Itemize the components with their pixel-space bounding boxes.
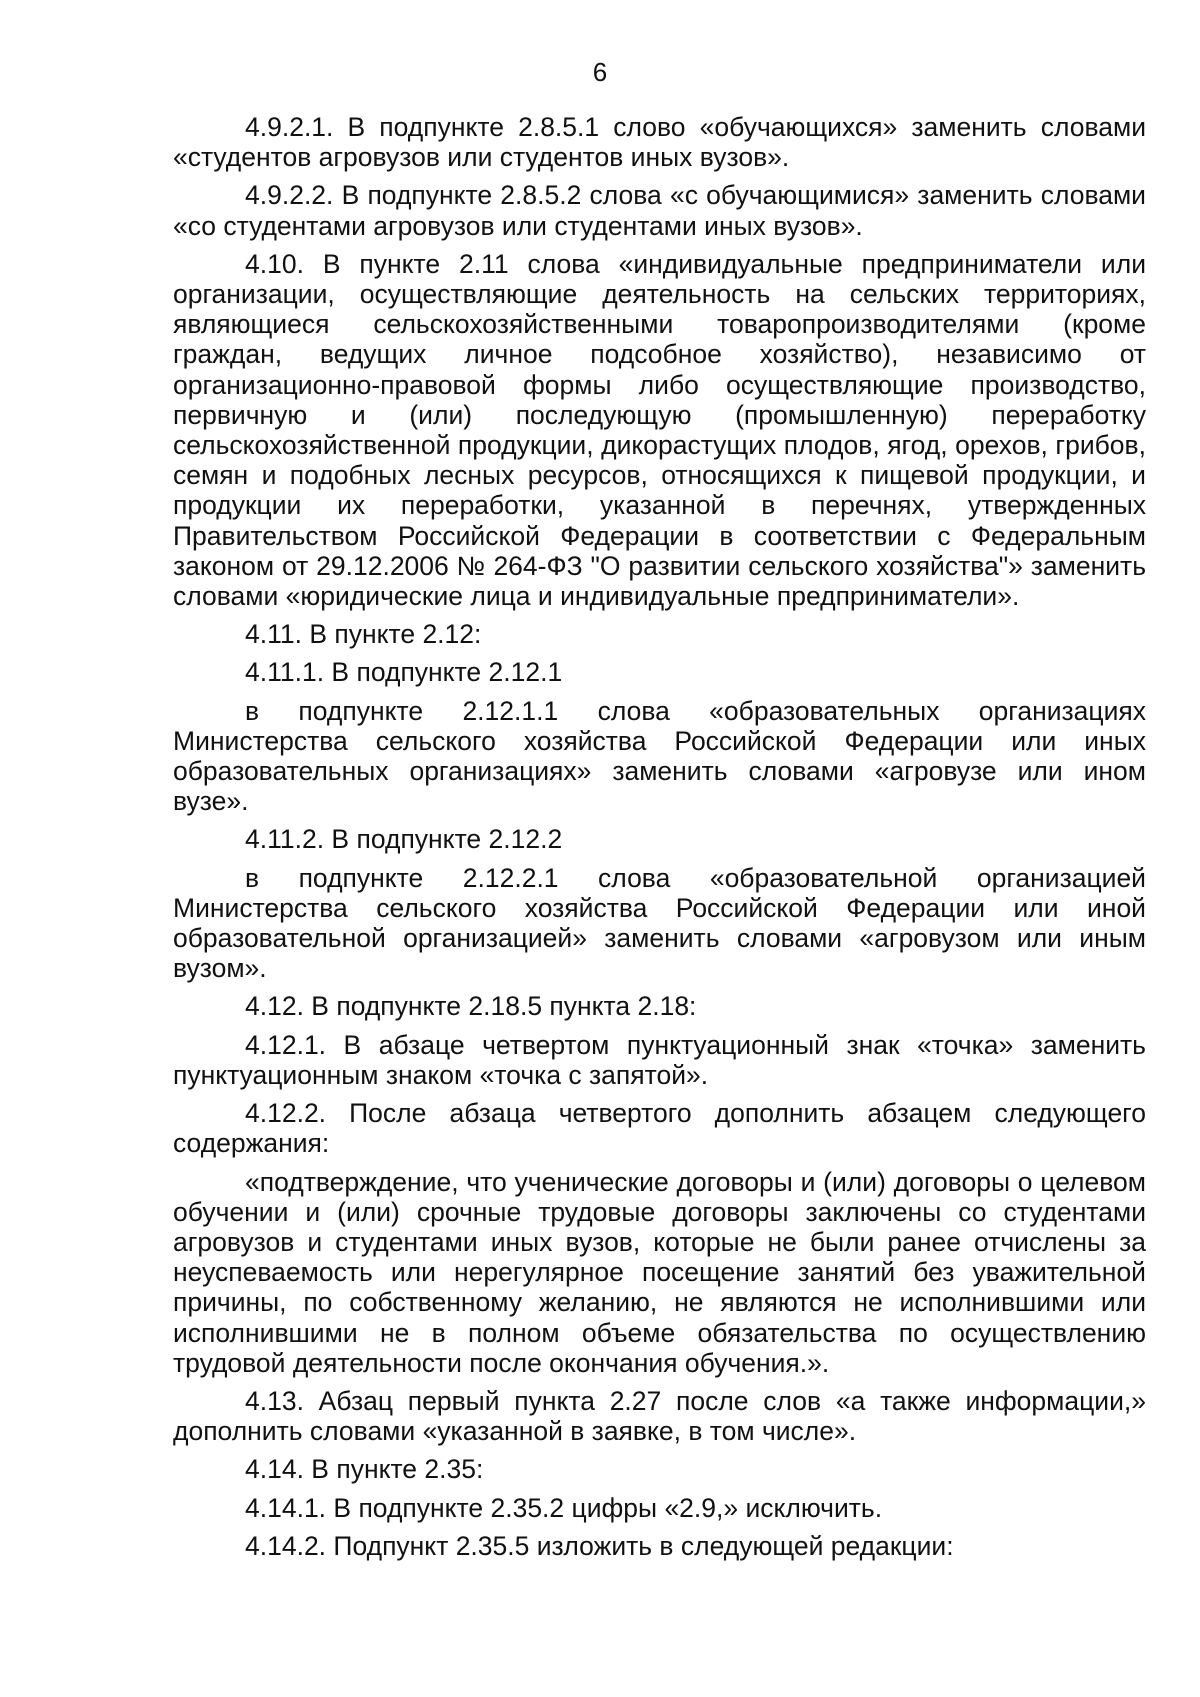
paragraph-quoted-addition: «подтверждение, что ученические договоры и (или) договоры о целевом обучении и (или) срочные трудовые договоры заключены со студентами агровузов и студентами иных вузов, которые не были ранее отчислены за неуспеваемость или нерегулярное посещение занятий без уважительной причины, по собственному желанию, не являются не исполнившими или исполнившими не в полном объеме обязательства по осуществлению трудовой деятельности после окончания обучения.». — [173, 1166, 1146, 1378]
paragraph-4-9-2-1: 4.9.2.1. В подпункте 2.8.5.1 слово «обучающихся» заменить словами «студентов агровузов или студентов иных вузов». — [173, 112, 1146, 173]
paragraph-4-14: 4.14. В пункте 2.35: — [245, 1454, 484, 1485]
paragraph-4-12-2: 4.12.2. После абзаца четвертого дополнить абзацем следующего содержания: — [173, 1098, 1146, 1159]
paragraph-4-12: 4.12. В подпункте 2.18.5 пункта 2.18: — [245, 991, 697, 1022]
paragraph-4-10: 4.10. В пункте 2.11 слова «индивидуальные предприниматели или организации, осуществляющие деятельность на сельских территориях, являющиеся сельскохозяйственными товаропроизводителями (кроме граждан, ведущих личное подсобное хозяйство), независимо от организационно-правовой формы либо осуществляющие производство, первичную и (или) последующую (промышленную) переработку сельскохозяйственной продукции, дикорастущих плодов, ягод, орехов, грибов, семян и подобных лесных ресурсов, относящихся к пищевой продукции, и продукции их переработки, указанной в перечнях, утвержденных Правительством Российской Федерации в соответствии с Федеральным законом от 29.12.2006 № 264-ФЗ "О развитии сельского хозяйства"» заменить словами «юридические лица и индивидуальные предприниматели». — [173, 248, 1146, 612]
paragraph-4-11-2-text: в подпункте 2.12.2.1 слова «образовательной организацией Министерства сельского хозяйства Российской Федерации или иной образовательной организацией» заменить словами «агровузом или иным вузом». — [173, 862, 1146, 984]
paragraph-4-13: 4.13. Абзац первый пункта 2.27 после слов «а также информации,» дополнить словами «указанной в заявке, в том числе». — [173, 1385, 1146, 1447]
paragraph-4-14-2: 4.14.2. Подпункт 2.35.5 изложить в следующей редакции: — [245, 1530, 954, 1561]
page-number: 6 — [592, 57, 608, 87]
paragraph-4-11: 4.11. В пункте 2.12: — [245, 619, 482, 650]
paragraph-4-11-2: 4.11.2. В подпункте 2.12.2 — [245, 824, 563, 855]
document-body — [173, 112, 1146, 1569]
paragraph-4-12-1: 4.12.1. В абзаце четвертом пунктуационный знак «точка» заменить пунктуационным знаком «точка с запятой». — [173, 1029, 1146, 1090]
paragraph-4-9-2-2: 4.9.2.2. В подпункте 2.8.5.2 слова «с обучающимися» заменить словами «со студентами агровузов или студентами иных вузов». — [173, 180, 1146, 241]
paragraph-4-14-1: 4.14.1. В подпункте 2.35.2 цифры «2.9,» исключить. — [245, 1492, 883, 1523]
paragraph-4-11-1-text: в подпункте 2.12.1.1 слова «образовательных организациях Министерства сельского хозяйства Российской Федерации или иных образовательных организациях» заменить словами «агровузе или ином вузе». — [173, 695, 1146, 817]
paragraph-4-11-1: 4.11.1. В подпункте 2.12.1 — [245, 657, 563, 688]
